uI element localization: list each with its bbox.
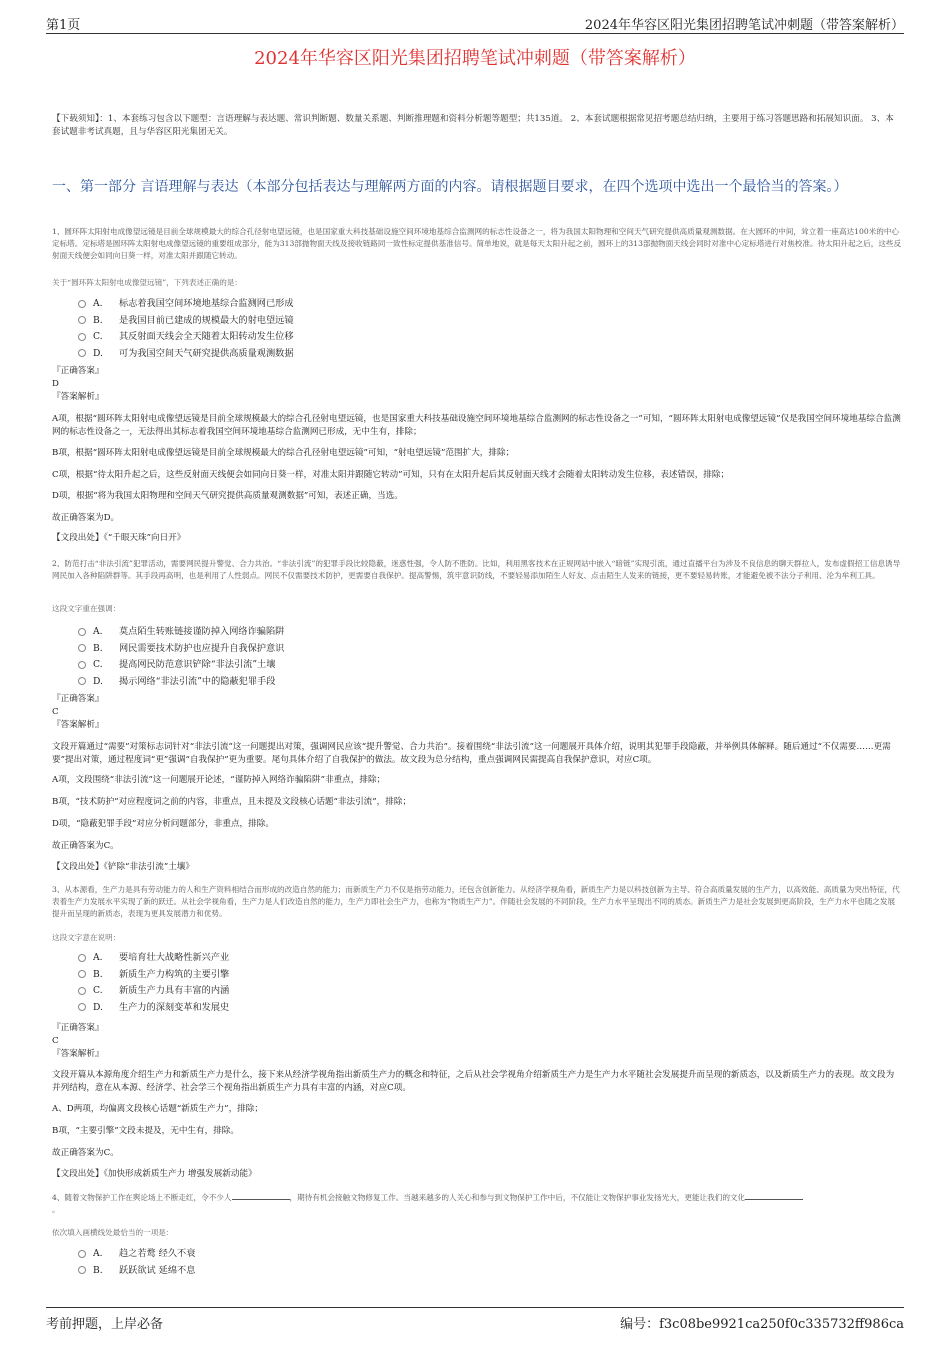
q2-question: 这段文字重在强调： <box>52 604 121 613</box>
q1-analysis-b: B项，根据“圆环阵太阳射电成像望远镜是目前全球规模最大的综合孔径射电望远镜”可知，“射电望远镜”范围扩大，排除； <box>52 448 515 458</box>
q1-options <box>78 296 294 362</box>
q2-analysis-d: D项，“隐蔽犯罪手段”对应分析问题部分，非重点，排除。 <box>52 819 274 829</box>
radio-icon[interactable] <box>78 1266 86 1274</box>
q4-stem: 4、随着文物保护工作在舆论场上不断走红，令不少人 ，期待有机会接触文物修复工作。当越来越多的人关心和参与到文物保护工作中后，不仅能让文物保护事业发扬光大，更能让我们的文化 。 <box>52 1191 902 1216</box>
q1-conclusion: 故正确答案为D。 <box>52 513 120 523</box>
section-heading: 一、第一部分 言语理解与表达（本部分包括表达与理解两方面的内容。请根据题目要求，在四个选项中选出一个最恰当的答案。） <box>52 179 848 195</box>
q2-option-d[interactable]: D. 揭示网络“非法引流”中的隐蔽犯罪手段 <box>78 674 284 691</box>
q1-analysis-label: 『答案解析』 <box>52 392 104 402</box>
q2-stem: 2、防范打击“非法引流”犯罪活动，需要网民提升警觉、合力共治。“非法引流”的犯罪手段比较隐蔽，迷惑性强，令人防不胜防。比如，利用黑客技术在正规网站中嵌入“暗链”实现引流，通过直播平台为涉及不良信息的聊天群拉人，发布虚假招工信息诱导网民加入各种陷阱群等。其手段再高明，也是利用了人性弱点。网民不仅需要技术防护，更需要自我保护。提高警惕，筑牢意识防线，不要轻易添加陌生人好友、点击陌生人发来的链接，更不要轻易转账，才能避免被不法分子利用、沦为牟利工具。 <box>52 559 901 580</box>
radio-icon[interactable] <box>78 987 86 995</box>
q1-source: 【文段出处】《“千眼天珠”向日开》 <box>52 533 186 543</box>
q2-option-a[interactable]: A. 莫点陌生转账链接谨防掉入网络诈骗陷阱 <box>78 624 284 641</box>
radio-icon[interactable] <box>78 628 86 636</box>
q3-analysis-b: B项，“主要引擎”文段未提及，无中生有，排除。 <box>52 1126 239 1136</box>
q1-analysis-a: A项，根据“圆环阵太阳射电成像望远镜是目前全球规模最大的综合孔径射电望远镜，也是国家重大科技基础设施空间环境地基综合监测网的标志性设备之一”可知，“圆环阵太阳射电成像望远镜”仅是我国空间环境地基综合监测网的标志性设备之一，无法得出其标志着我国空间环境地基综合监测网已形成，无中生有，排除； <box>52 414 901 437</box>
q4-option-a[interactable]: A. 趋之若鹜 经久不衰 <box>78 1246 195 1263</box>
footer-divider <box>46 1307 904 1308</box>
q2-answer: C <box>52 707 59 717</box>
q2-conclusion: 故正确答案为C。 <box>52 841 119 851</box>
q3-question: 这段文字意在说明： <box>52 933 121 942</box>
page-header <box>46 14 904 34</box>
q1-option-a[interactable]: A. 标志着我国空间环境地基综合监测网已形成 <box>78 296 294 313</box>
q2-source: 【文段出处】《铲除“非法引流”土壤》 <box>52 862 194 872</box>
q3-answer: C <box>52 1036 59 1046</box>
q1-option-b[interactable]: B. 是我国目前已建成的规模最大的射电望远镜 <box>78 313 294 330</box>
q1-answer: D <box>52 379 59 389</box>
radio-icon[interactable] <box>78 349 86 357</box>
q3-option-b[interactable]: B. 新质生产力构筑的主要引擎 <box>78 967 229 984</box>
radio-icon[interactable] <box>78 300 86 308</box>
q2-answer-label: 『正确答案』 <box>52 694 104 704</box>
q1-analysis-c: C项，根据“待太阳升起之后，这些反射面天线便会如同向日葵一样，对准太阳并跟随它转动”可知，只有在太阳升起后其反射面天线才会随着太阳转动发生位移，表述错误，排除； <box>52 470 730 480</box>
radio-icon[interactable] <box>78 316 86 324</box>
q2-analysis-main: 文段开篇通过“需要”对策标志词针对“非法引流”这一问题提出对策，强调网民应该“提升警觉、合力共治”。接着围绕“非法引流”这一问题展开具体介绍，说明其犯罪手段隐蔽，并举例具体解释。随后通过“不仅需要……更需要”提出对策，通过程度词“更”强调“自我保护”更为重要。尾句具体介绍了自我保护的做法。故文段为总分结构，重点强调网民需提高自我保护意识，对应C项。 <box>52 742 891 765</box>
q3-options <box>78 950 229 1016</box>
header-doc-title: 2024年华容区阳光集团招聘笔试冲刺题（带答案解析） <box>584 18 904 33</box>
q3-stem: 3、从本源看，生产力是具有劳动能力的人和生产资料相结合而形成的改造自然的能力；而新质生产力不仅是指劳动能力，还包含创新能力。从经济学视角看，新质生产力是以科技创新为主导、符合高质量发展的生产力，以高效能、高质量为突出特征，代表着生产力发展水平实现了新的跃迁。从社会学视角看，生产力是人们改造自然的能力，生产力即社会生产力，也称为“物质生产力”。伴随社会发展的不同阶段，生产力水平呈现出不同的质态。新质生产力是社会发展到更高阶段，生产力水平也随之发展提升而呈现的新质态，表现为更具发展潜力和优势。 <box>52 885 900 918</box>
q1-question: 关于“圆环阵太阳射电成像望远镜”，下列表述正确的是： <box>52 278 243 287</box>
q3-analysis-label: 『答案解析』 <box>52 1049 104 1059</box>
q3-analysis-main: 文段开篇从本源角度介绍生产力和新质生产力是什么，接下来从经济学视角指出新质生产力的概念和特征，之后从社会学视角介绍新质生产力是生产力水平随社会发展提升而呈现的新质态，以及新质生产力的表现。故文段为并列结构，意在从本源、经济学、社会学三个视角指出新质生产力具有丰富的内涵，对应C项。 <box>52 1070 895 1093</box>
radio-icon[interactable] <box>78 970 86 978</box>
q3-option-a[interactable]: A. 要培育壮大战略性新兴产业 <box>78 950 229 967</box>
q2-analysis-label: 『答案解析』 <box>52 720 104 730</box>
document-title: 2024年华容区阳光集团招聘笔试冲刺题（带答案解析） <box>254 48 696 69</box>
q3-source: 【文段出处】《加快形成新质生产力 增强发展新动能》 <box>52 1169 257 1179</box>
q1-option-c[interactable]: C. 其反射面天线会全天随着太阳转动发生位移 <box>78 329 294 346</box>
page-footer <box>46 1313 904 1333</box>
q2-option-b[interactable]: B. 网民需要技术防护也应提升自我保护意识 <box>78 641 284 658</box>
q2-analysis-a: A项，文段围绕“非法引流”这一问题展开论述，“谨防掉入网络诈骗陷阱”非重点，排除； <box>52 775 386 785</box>
q1-answer-label: 『正确答案』 <box>52 366 104 376</box>
q1-analysis-d: D项，根据“将为我国太阳物理和空间天气研究提供高质量观测数据”可知，表述正确，当选。 <box>52 491 403 501</box>
footer-doc-id: 编号：f3c08be9921ca250f0c335732ff986ca <box>620 1317 904 1332</box>
q1-option-d[interactable]: D. 可为我国空间天气研究提供高质量观测数据 <box>78 346 294 363</box>
radio-icon[interactable] <box>78 954 86 962</box>
fill-blank-1 <box>232 1191 290 1200</box>
q1-stem: 1、圆环阵太阳射电成像望远镜是目前全球规模最大的综合孔径射电望远镜，也是国家重大科技基础设施空间环境地基综合监测网的标志性设备之一，将为我国太阳物理和空间天气研究提供高质量观测数据。在大圆环的中间，耸立着一座高达100米的中心定标塔。定标塔是圆环阵太阳射电成像望远镜的重要组成部分，能为313部抛物面天线及接收链路同一致性标定提供基准信号。简单地说，就是每天太阳升起之前，圆环上的313部抛物面天线会同时对准中心定标塔进行对焦校准。待太阳升起之后，这些反射面天线便会如同向日葵一样，对准太阳并跟随它转动。 <box>52 227 902 260</box>
radio-icon[interactable] <box>78 677 86 685</box>
page-number: 第1页 <box>46 18 81 33</box>
q3-option-c[interactable]: C. 新质生产力具有丰富的内涵 <box>78 983 229 1000</box>
q4-options <box>78 1246 195 1279</box>
q3-conclusion: 故正确答案为C。 <box>52 1148 119 1158</box>
radio-icon[interactable] <box>78 1250 86 1258</box>
radio-icon[interactable] <box>78 644 86 652</box>
q2-options <box>78 624 284 690</box>
download-notice: 【下载须知】：1、本套练习包含以下题型：言语理解与表达题、常识判断题、数量关系题、判断推理题和资料分析题等题型；共135道。 2、本套试题根据常见招考题总结归纳，主要用于练习答题思路和拓展知识面。 3、本套试题非考试真题，且与华容区阳光集团无关。 <box>52 114 894 137</box>
radio-icon[interactable] <box>78 333 86 341</box>
radio-icon[interactable] <box>78 1003 86 1011</box>
footer-slogan: 考前押题，上岸必备 <box>46 1317 164 1332</box>
q2-option-c[interactable]: C. 提高网民防范意识铲除“非法引流”土壤 <box>78 657 284 674</box>
radio-icon[interactable] <box>78 661 86 669</box>
fill-blank-2 <box>745 1191 803 1200</box>
q3-analysis-ad: A、D两项，均偏离文段核心话题“新质生产力”，排除； <box>52 1104 263 1114</box>
q3-answer-label: 『正确答案』 <box>52 1023 104 1033</box>
header-divider <box>46 33 904 34</box>
q3-option-d[interactable]: D. 生产力的深刻变革和发展史 <box>78 1000 229 1017</box>
q4-option-b[interactable]: B. 跃跃欲试 延绵不息 <box>78 1263 195 1280</box>
q4-question: 依次填入画横线处最恰当的一项是： <box>52 1228 174 1237</box>
q2-analysis-b: B项，“技术防护”对应程度词之前的内容，非重点，且未提及文段核心话题“非法引流”，排除； <box>52 797 412 807</box>
